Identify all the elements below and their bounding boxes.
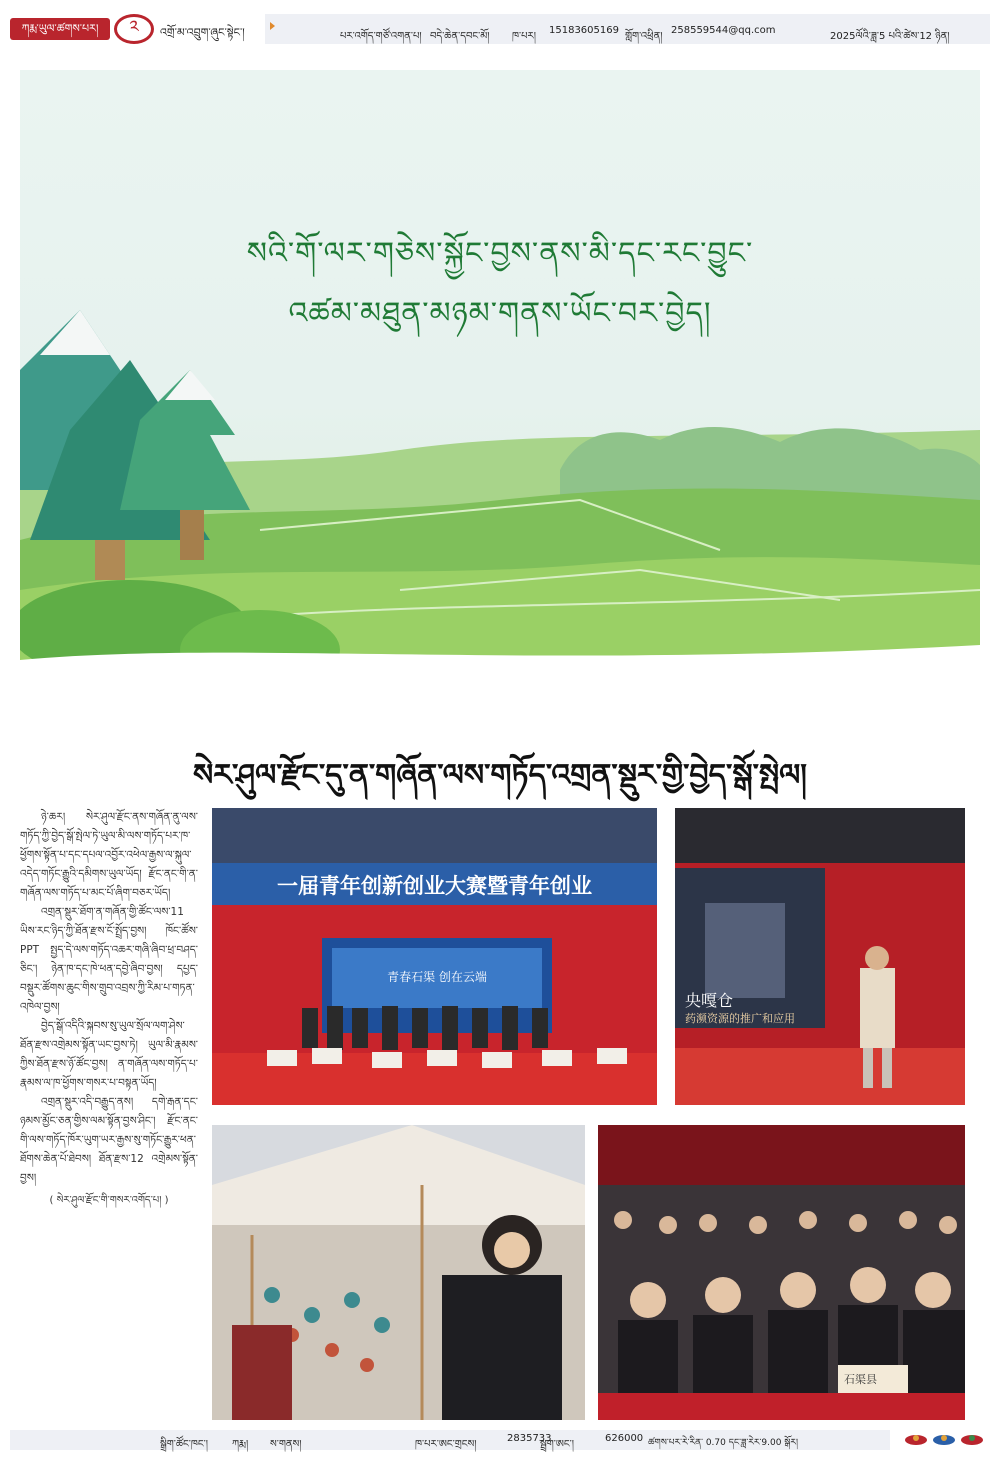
email-label: གློག་འཕྲིན། bbox=[625, 31, 663, 42]
masthead bbox=[10, 14, 265, 44]
stage-screen-subtitle: 药濒资源的推广和应用 bbox=[685, 1012, 795, 1025]
hero-banner bbox=[20, 70, 980, 670]
photo-award-ceremony bbox=[212, 808, 657, 1105]
photo-audience bbox=[598, 1125, 965, 1420]
article-headline: སེར་ཤུལ་རྫོང་དུ་ན་གཞོན་ལས་གཏོད་འགྲན་སྡུར་གྱི་བྱེད་སྒོ་སྤེལ། bbox=[193, 758, 807, 793]
publisher-label: སྒྲིག་ཚོང་ཁང་། bbox=[160, 1439, 208, 1450]
photo-handicraft-stall bbox=[212, 1125, 585, 1420]
event-banner-text: 一届青年创新创业大赛暨青年创业 bbox=[277, 874, 592, 898]
article-byline: ( སེར་ཤུལ་རྫོང་གི་གསར་འགོད་པ། ) bbox=[49, 1195, 169, 1206]
footer-phone: 2835733 bbox=[507, 1433, 552, 1444]
ornament-icon bbox=[960, 1432, 984, 1446]
subscription-price: ཚགས་པར་རེ་རིན་ 0.70 དང་ཟླ་རེར་9.00 སྒོར། bbox=[648, 1438, 798, 1448]
article-paragraph: བྱེད་སྒོ་འདིའི་སྐབས་སུ་ཡུལ་སྲོལ་ལག་ཤེས་ཐོན་རྫས་འགྲེམས་སྟོན་ཡང་བྱས་ཏེ། ཡུལ་མི་རྣམས་ཀྱིས་ཐོན་རྫས་ཉོ་ཚོང་བྱས། ན་གཞོན་ལས་གཏོད་པ་རྣམས་ལ་ཁ་ཕྱོགས་གསར་པ་བསྟན་ཡོད། bbox=[20, 1020, 198, 1089]
issue-date: 2025ལོའི་ཟླ་5 པའི་ཚེས་12 ཉིན། bbox=[830, 31, 950, 42]
zip-label: སྦྲག་ཨང་། bbox=[540, 1439, 574, 1450]
article-paragraph: འགྲན་སྡུར་ཐོག་ན་གཞོན་གྱི་ཚོང་ལས་11 ཡིས་རང་ཉིད་ཀྱི་ཐོན་རྫས་ངོ་སྤྲོད་བྱས། ཁོང་ཚོས་PPT སྤྱད་དེ་ལས་གཏོད་འཆར་གཞི་ཞིབ་ཕྲ་བཤད་ཅིང་། ཉེན་ཁ་དང་ཁེ་ཕན་དབྱེ་ཞིབ་བྱས། དཔྱད་བསྡུར་ཚོགས་ཆུང་གིས་གྲུབ་འབྲས་ཀྱི་རིམ་པ་གཏན་འཁེལ་བྱས། bbox=[20, 906, 198, 1013]
header-phone: 15183605169 bbox=[549, 25, 619, 36]
publisher-name: ཀརྨ། bbox=[232, 1439, 249, 1450]
ornament-icon bbox=[932, 1432, 956, 1446]
editor-label: པར་འགོད་གཙོ་འགན་པ། bbox=[340, 31, 422, 42]
ornament-icon bbox=[904, 1432, 928, 1446]
hero-title-line1: སའི་གོ་ལར་གཅེས་སྐྱོང་བྱས་ནས་མི་དང་རང་བྱུང་ bbox=[246, 236, 754, 271]
zip-code: 626000 bbox=[605, 1433, 644, 1444]
masthead-title: ཀརྨ་ཡུལ་ཚགས་པར། bbox=[10, 18, 110, 40]
article-body bbox=[20, 808, 198, 1423]
section-title: འགྲོ་མ་འབྲུག་ཞུང་སྟེང་། bbox=[160, 26, 245, 39]
article-paragraph: ཉེ་ཆར། སེར་ཤུལ་རྫོང་ནས་གཞོན་ནུ་ལས་གཏོད་ཀྱི་བྱེད་སྒོ་སྤེལ་ཏེ་ཡུལ་མི་ལས་གཏོད་པར་ཁ་ཕྱོགས་སྟོན་པ་དང་དཔལ་འབྱོར་འཕེལ་རྒྱས་ལ་སྐུལ་འདེད་གཏོང་རྒྱུའི་དམིགས་ཡུལ་ཡོད། རྫོང་ནང་གི་ན་གཞོན་ལས་གཏོད་པ་མང་པོ་ཞིག་བཅར་ཡོད། bbox=[20, 811, 198, 899]
landscape-illustration bbox=[20, 70, 980, 670]
address-label: ས་གནས། bbox=[270, 1439, 302, 1450]
hero-title-line2: འཚམ་མཐུན་མཉམ་གནས་ཡོང་བར་བྱེད། bbox=[288, 296, 712, 331]
phone-label: ཁ་པར། bbox=[512, 31, 536, 42]
footer-phone-label: ཁ་པར་ཨང་གྲངས། bbox=[415, 1439, 477, 1450]
stage-screen-title: 央嘎仓 bbox=[685, 991, 734, 1010]
header-email: 258559544@qq.com bbox=[671, 25, 776, 36]
triangle-icon bbox=[270, 22, 275, 30]
screen-text: 青春石渠 创在云端 bbox=[387, 970, 487, 984]
page-number: ༢ bbox=[114, 14, 154, 44]
desk-name-sign: 石渠县 bbox=[844, 1373, 877, 1386]
photo-stage-speaker bbox=[675, 808, 965, 1105]
editor-name: བདེ་ཆེན་དབང་མོ། bbox=[430, 31, 490, 42]
article-paragraph: འགྲན་སྡུར་འདི་བརྒྱུད་ནས། དགེ་རྒན་དང་ཉམས་མྱོང་ཅན་གྱིས་ལམ་སྟོན་བྱས་ཤིང་། རྫོང་ནང་གི་ལས་གཏོད་ཁོར་ཡུག་ཡར་རྒྱས་སུ་གཏོང་རྒྱུར་ཕན་ཐོགས་ཆེན་པོ་ཐེབས། ཐོན་རྫས་12 འགྲེམས་སྟོན་བྱས། bbox=[20, 1096, 198, 1184]
